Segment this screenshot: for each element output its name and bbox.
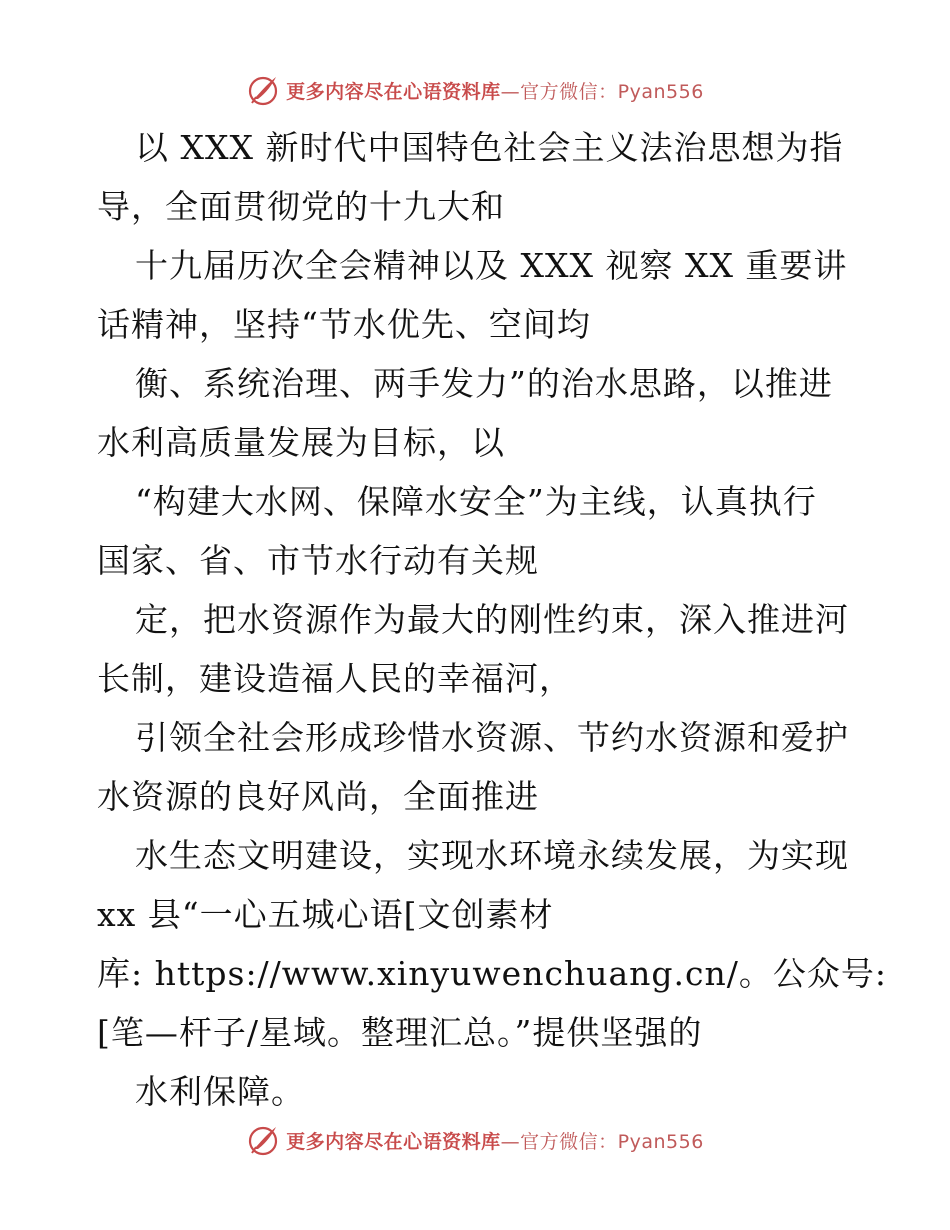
- body-line: 以 XXX 新时代中国特色社会主义法治思想为指: [135, 128, 844, 167]
- header-banner: [0, 70, 950, 110]
- document-body: [97, 118, 887, 1121]
- body-line: 库: https://www.xinyuwenchuang.cn/。公众号:: [97, 954, 887, 993]
- footer-banner-text: [286, 1127, 704, 1154]
- footer-separator: —: [500, 1130, 521, 1153]
- body-line: [笔—杆子/星域。整理汇总。”提供坚强的: [97, 1013, 703, 1052]
- header-separator: —: [500, 80, 521, 103]
- body-line: xx 县“一心五城心语[文创素材: [97, 895, 554, 934]
- header-contact-text: 官方微信：Pyan556: [520, 80, 704, 103]
- header-brand-text: 更多内容尽在心语资料库: [286, 80, 501, 103]
- body-line: 话精神，坚持“节水优先、空间均: [97, 305, 591, 344]
- body-line: 水利高质量发展为目标，以: [97, 423, 505, 462]
- body-line: 定，把水资源作为最大的刚性约束，深入推进河: [135, 600, 849, 639]
- footer-contact-text: 官方微信：Pyan556: [520, 1130, 704, 1153]
- body-line: 衡、系统治理、两手发力”的治水思路，以推进: [135, 364, 833, 403]
- footer-brand-text: 更多内容尽在心语资料库: [286, 1130, 501, 1153]
- body-line: 长制，建设造福人民的幸福河，: [97, 659, 573, 698]
- body-line: 水资源的良好风尚，全面推进: [97, 777, 539, 816]
- quill-logo-icon: [246, 1123, 280, 1157]
- body-line: 引领全社会形成珍惜水资源、节约水资源和爱护: [135, 718, 849, 757]
- quill-logo-icon: [246, 73, 280, 107]
- body-line: 十九届历次全会精神以及 XXX 视察 XX 重要讲: [135, 246, 848, 285]
- body-line: 导，全面贯彻党的十九大和: [97, 187, 505, 226]
- footer-banner: [0, 1120, 950, 1160]
- header-banner-text: [286, 77, 704, 104]
- body-line: 水生态文明建设，实现水环境永续发展，为实现: [135, 836, 849, 875]
- body-line: 水利保障。: [135, 1072, 305, 1111]
- body-line: 国家、省、市节水行动有关规: [97, 541, 539, 580]
- body-line: “构建大水网、保障水安全”为主线，认真执行: [135, 482, 817, 521]
